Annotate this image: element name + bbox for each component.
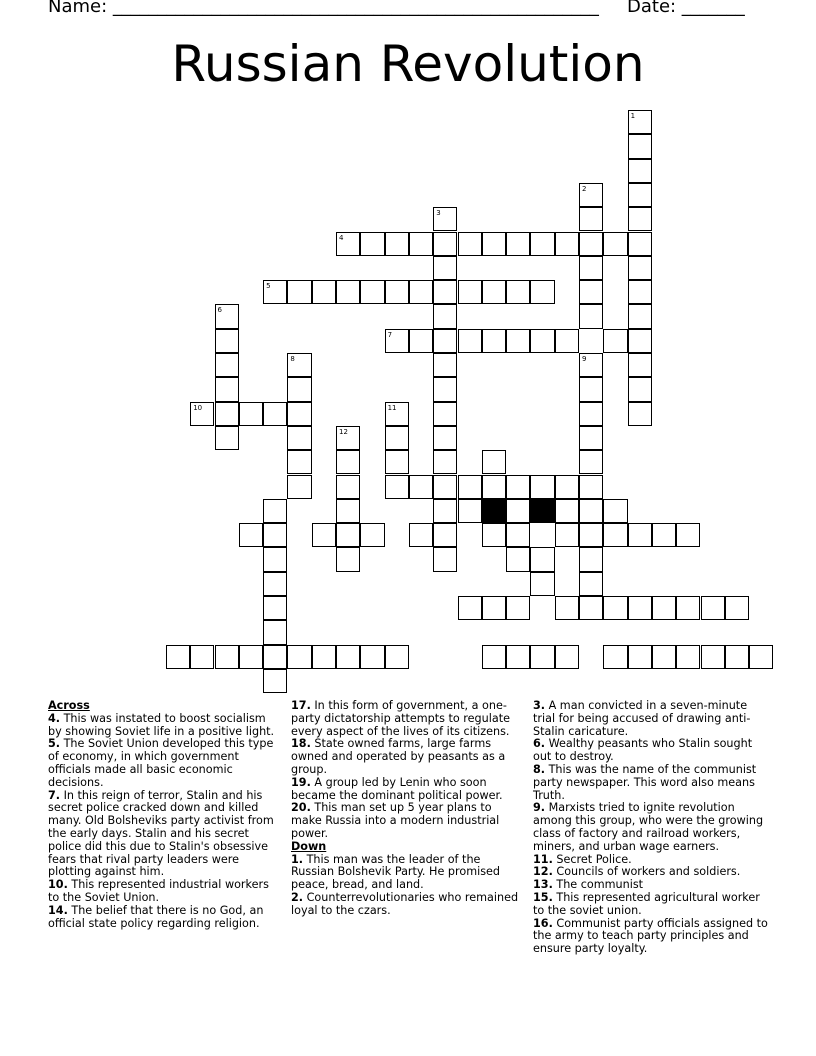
crossword-cell[interactable] [263, 547, 287, 571]
crossword-cell[interactable] [433, 280, 457, 304]
crossword-cell[interactable] [336, 523, 360, 547]
crossword-cell[interactable] [530, 572, 554, 596]
clue-down-8 [533, 764, 769, 802]
clue-across-5 [48, 738, 280, 789]
clue-text: In this form of government, a one-party dictatorship attempts to regulate every aspect of the lives of its citizens. [291, 699, 510, 738]
clue-number-label: 2 [582, 184, 587, 193]
clue-down-15 [533, 892, 769, 918]
crossword-cell[interactable] [579, 475, 603, 499]
crossword-cell[interactable] [215, 402, 239, 426]
clue-number-label: 3 [436, 209, 441, 218]
crossword-cell[interactable] [530, 645, 554, 669]
crossword-cell[interactable] [482, 329, 506, 353]
crossword-cell[interactable] [603, 523, 627, 547]
crossword-cell[interactable] [312, 523, 336, 547]
crossword-cell[interactable] [312, 280, 336, 304]
crossword-cell[interactable] [458, 499, 482, 523]
clue-number: 19. [291, 775, 311, 789]
crossword-cell[interactable] [409, 475, 433, 499]
crossword-cell[interactable] [287, 475, 311, 499]
clue-across-19 [291, 777, 523, 803]
crossword-cell[interactable] [628, 183, 652, 207]
across-heading: Across [48, 699, 90, 712]
crossword-cell[interactable] [579, 207, 603, 231]
clue-number: 1. [291, 852, 304, 866]
clue-number-label: 7 [387, 330, 393, 339]
crossword-cell[interactable] [628, 523, 652, 547]
clue-across-14 [48, 905, 280, 931]
crossword-cell[interactable] [385, 475, 409, 499]
crossword-cell[interactable] [482, 523, 506, 547]
crossword-cell[interactable] [506, 475, 530, 499]
clue-across-10 [48, 879, 280, 905]
crossword-cell[interactable] [409, 280, 433, 304]
clue-text: This represented agricultural worker to the soviet union. [533, 890, 760, 917]
crossword-cell[interactable] [676, 523, 700, 547]
crossword-cell[interactable] [409, 523, 433, 547]
crossword-cell[interactable] [676, 596, 700, 620]
crossword-cell[interactable] [506, 499, 530, 523]
clue-text: The Soviet Union developed this type of economy, in which government officials made all basic economic decisions. [48, 737, 274, 789]
crossword-cell[interactable] [701, 645, 725, 669]
crossword-cell[interactable] [652, 645, 676, 669]
clue-number-label: 6 [217, 306, 222, 315]
crossword-cell[interactable] [287, 353, 311, 377]
crossword-cell[interactable] [530, 547, 554, 571]
clue-across-20 [291, 802, 523, 840]
crossword-cell[interactable] [385, 232, 409, 256]
crossword-cell[interactable] [336, 645, 360, 669]
clue-number: 6. [533, 737, 546, 751]
crossword-cell[interactable] [385, 645, 409, 669]
crossword-cell[interactable] [433, 426, 457, 450]
clue-down-6 [533, 738, 769, 764]
crossword-cell[interactable] [676, 645, 700, 669]
crossword-cell[interactable] [579, 596, 603, 620]
crossword-cell[interactable] [433, 232, 457, 256]
clue-number-label: 5 [266, 282, 271, 291]
crossword-cell[interactable] [749, 645, 773, 669]
crossword-cell[interactable] [312, 645, 336, 669]
crossword-cell[interactable] [506, 645, 530, 669]
clue-text: The belief that there is no God, an official state policy regarding religion. [48, 903, 264, 930]
clue-number: 20. [291, 801, 311, 815]
crossword-cell[interactable] [166, 645, 190, 669]
clue-text: Councils of workers and soldiers. [552, 865, 741, 879]
crossword-cell[interactable] [579, 353, 603, 377]
crossword-cell[interactable] [628, 377, 652, 401]
crossword-cell[interactable] [215, 304, 239, 328]
crossword-cell[interactable] [506, 232, 530, 256]
crossword-cell[interactable] [482, 280, 506, 304]
crossword-cell[interactable] [506, 329, 530, 353]
crossword-cell[interactable] [628, 353, 652, 377]
crossword-cell[interactable] [603, 499, 627, 523]
crossword-cell[interactable] [263, 669, 287, 693]
clue-text: State owned farms, large farms owned and operated by peasants as a group. [291, 737, 506, 776]
crossword-cell[interactable] [603, 596, 627, 620]
clue-number-label: 1 [630, 112, 636, 120]
crossword-cell[interactable] [360, 645, 384, 669]
crossword-cell[interactable] [190, 402, 214, 426]
crossword-black-cell [530, 499, 554, 523]
crossword-cell[interactable] [579, 547, 603, 571]
crossword-black-cell [482, 499, 506, 523]
crossword-cell[interactable] [579, 183, 603, 207]
crossword-cell[interactable] [215, 426, 239, 450]
crossword-cell[interactable] [433, 475, 457, 499]
page-title: Russian Revolution [171, 35, 645, 93]
crossword-cell[interactable] [628, 304, 652, 328]
clue-number-label: 12 [339, 427, 348, 436]
name-field-label: Name: ______________________________________________________ [48, 0, 599, 17]
crossword-cell[interactable] [287, 377, 311, 401]
crossword-cell[interactable] [263, 280, 287, 304]
crossword-cell[interactable] [385, 426, 409, 450]
crossword-cell[interactable] [433, 353, 457, 377]
down-heading: Down [291, 839, 327, 853]
clue-across-4 [48, 713, 280, 739]
crossword-cell[interactable] [506, 280, 530, 304]
crossword-cell[interactable] [555, 523, 579, 547]
clue-number: 2. [291, 890, 304, 904]
crossword-cell[interactable] [628, 207, 652, 231]
clue-number: 12. [533, 865, 553, 879]
crossword-cell[interactable] [360, 523, 384, 547]
crossword-cell[interactable] [725, 645, 749, 669]
clue-down-16 [533, 918, 769, 956]
crossword-cell[interactable] [239, 523, 263, 547]
crossword-cell[interactable] [579, 523, 603, 547]
clues-column-3 [533, 700, 769, 956]
crossword-cell[interactable] [385, 329, 409, 353]
crossword-cell[interactable] [263, 645, 287, 669]
crossword-cell[interactable] [433, 256, 457, 280]
crossword-cell[interactable] [579, 256, 603, 280]
crossword-cell[interactable] [360, 280, 384, 304]
crossword-cell[interactable] [336, 232, 360, 256]
clue-down-3 [533, 700, 769, 738]
crossword-cell[interactable] [555, 475, 579, 499]
clue-down-9 [533, 802, 769, 853]
clue-number-label: 9 [582, 355, 587, 363]
clue-down-2 [291, 892, 523, 918]
clue-number-label: 10 [193, 403, 203, 412]
crossword-cell[interactable] [409, 232, 433, 256]
crossword-cell[interactable] [579, 377, 603, 401]
crossword-cell[interactable] [263, 499, 287, 523]
clue-text: The communist [552, 878, 644, 892]
crossword-cell[interactable] [190, 645, 214, 669]
clue-text: This was instated to boost socialism by showing Soviet life in a positive light. [48, 711, 275, 738]
crossword-cell[interactable] [263, 572, 287, 596]
crossword-cell[interactable] [628, 596, 652, 620]
crossword-cell[interactable] [215, 645, 239, 669]
crossword-cell[interactable] [701, 596, 725, 620]
crossword-cell[interactable] [287, 280, 311, 304]
clue-number: 18. [291, 737, 311, 751]
clue-across-18 [291, 738, 523, 776]
clue-text: Secret Police. [552, 852, 632, 866]
crossword-cell[interactable] [530, 329, 554, 353]
clue-number: 11. [533, 852, 553, 866]
crossword-cell[interactable] [215, 377, 239, 401]
crossword-cell[interactable] [385, 402, 409, 426]
crossword-cell[interactable] [336, 450, 360, 474]
crossword-cell[interactable] [263, 620, 287, 644]
clues-column-2 [291, 700, 523, 918]
clue-number: 10. [48, 878, 68, 892]
crossword-cell[interactable] [506, 596, 530, 620]
crossword-cell[interactable] [628, 645, 652, 669]
crossword-cell[interactable] [628, 280, 652, 304]
clue-down-1 [291, 854, 523, 892]
crossword-cell[interactable] [652, 523, 676, 547]
crossword-cell[interactable] [530, 232, 554, 256]
crossword-cell[interactable] [555, 596, 579, 620]
crossword-cell[interactable] [433, 329, 457, 353]
crossword-cell[interactable] [433, 499, 457, 523]
clue-number: 15. [533, 890, 553, 904]
crossword-cell[interactable] [628, 256, 652, 280]
crossword-cell[interactable] [603, 645, 627, 669]
crossword-cell[interactable] [287, 426, 311, 450]
crossword-cell[interactable] [555, 329, 579, 353]
crossword-cell[interactable] [433, 377, 457, 401]
clue-text: This represented industrial workers to the Soviet Union. [48, 878, 269, 904]
crossword-cell[interactable] [482, 475, 506, 499]
crossword-cell[interactable] [336, 280, 360, 304]
crossword-cell[interactable] [579, 499, 603, 523]
crossword-cell[interactable] [336, 426, 360, 450]
crossword-cell[interactable] [628, 110, 652, 134]
crossword-cell[interactable] [628, 159, 652, 183]
crossword-cell[interactable] [579, 426, 603, 450]
crossword-cell[interactable] [336, 475, 360, 499]
crossword-cell[interactable] [239, 645, 263, 669]
crossword-cell[interactable] [530, 280, 554, 304]
crossword-cell[interactable] [458, 329, 482, 353]
crossword-cell[interactable] [287, 402, 311, 426]
crossword-cell[interactable] [433, 547, 457, 571]
clue-number: 3. [533, 699, 546, 712]
crossword-cell[interactable] [215, 353, 239, 377]
clue-text: This was the name of the communist party newspaper. This word also means Truth. [533, 762, 757, 802]
crossword-cell[interactable] [628, 134, 652, 158]
crossword-cell[interactable] [239, 402, 263, 426]
crossword-cell[interactable] [409, 329, 433, 353]
clue-number: 8. [533, 762, 546, 776]
crossword-cell[interactable] [458, 280, 482, 304]
crossword-cell[interactable] [628, 402, 652, 426]
clue-text: Counterrevolutionaries who remained loyal to the czars. [291, 890, 519, 917]
crossword-cell[interactable] [458, 596, 482, 620]
clue-number: 17. [291, 699, 311, 712]
crossword-cell[interactable] [555, 645, 579, 669]
crossword-cell[interactable] [506, 523, 530, 547]
crossword-cell[interactable] [555, 232, 579, 256]
crossword-cell[interactable] [628, 329, 652, 353]
clue-text: This man set up 5 year plans to make Russia into a modern industrial power. [291, 801, 500, 840]
crossword-cell[interactable] [433, 207, 457, 231]
clue-text: A man convicted in a seven-minute trial for being accused of drawing anti-Stalin caricature. [533, 699, 751, 738]
crossword-cell[interactable] [458, 232, 482, 256]
clue-number-label: 4 [339, 233, 344, 242]
crossword-cell[interactable] [336, 499, 360, 523]
crossword-cell[interactable] [263, 596, 287, 620]
crossword-cell[interactable] [433, 450, 457, 474]
crossword-cell[interactable] [433, 402, 457, 426]
crossword-cell[interactable] [215, 329, 239, 353]
clue-text: Wealthy peasants who Stalin sought out to destroy. [533, 737, 753, 764]
crossword-cell[interactable] [458, 475, 482, 499]
crossword-cell[interactable] [482, 596, 506, 620]
clue-text: Marxists tried to ignite revolution among this group, who were the growing class of factory and railroad workers, miners, and urban wage earners. [533, 801, 764, 853]
clue-across-17 [291, 700, 523, 738]
crossword-cell[interactable] [530, 475, 554, 499]
clue-number: 16. [533, 916, 553, 930]
crossword-cell[interactable] [579, 572, 603, 596]
clues-column-1 [48, 700, 280, 930]
clue-number: 4. [48, 711, 61, 725]
crossword-cell[interactable] [287, 645, 311, 669]
clue-text: Communist party officials assigned to the army to teach party principles and ensure party loyalty. [533, 916, 768, 956]
clue-text: In this reign of terror, Stalin and his secret police cracked down and killed many. Old Bolsheviks party activist from the early days. Stalin and his secret police did this due to Stalin's obsessive fears that rival party leaders were plotting against him. [48, 788, 274, 879]
crossword-cell[interactable] [579, 304, 603, 328]
crossword-cell[interactable] [603, 329, 627, 353]
clue-text: A group led by Lenin who soon became the dominant political power. [291, 775, 503, 802]
clue-number: 5. [48, 737, 61, 751]
crossword-cell[interactable] [482, 645, 506, 669]
crossword-cell[interactable] [506, 547, 530, 571]
clue-number: 14. [48, 903, 68, 917]
crossword-cell[interactable] [433, 304, 457, 328]
clue-number-label: 11 [387, 403, 397, 412]
crossword-cell[interactable] [336, 547, 360, 571]
crossword-cell[interactable] [385, 280, 409, 304]
crossword-cell[interactable] [263, 523, 287, 547]
crossword-cell[interactable] [263, 402, 287, 426]
crossword-cell[interactable] [652, 596, 676, 620]
crossword-cell[interactable] [385, 450, 409, 474]
crossword-cell[interactable] [628, 232, 652, 256]
crossword-cell[interactable] [579, 280, 603, 304]
clue-across-7 [48, 790, 280, 880]
crossword-cell[interactable] [725, 596, 749, 620]
date-field-label: Date: _______ [627, 0, 745, 17]
crossword-cell[interactable] [433, 523, 457, 547]
crossword-cell[interactable] [360, 232, 384, 256]
clue-number: 7. [48, 788, 61, 802]
crossword-cell[interactable] [603, 232, 627, 256]
crossword-cell[interactable] [579, 232, 603, 256]
crossword-cell[interactable] [482, 450, 506, 474]
clue-text: This man was the leader of the Russian Bolshevik Party. He promised peace, bread, and land. [291, 852, 501, 892]
clue-number-label: 8 [290, 355, 295, 363]
crossword-cell[interactable] [579, 402, 603, 426]
crossword-cell[interactable] [482, 232, 506, 256]
crossword-cell[interactable] [287, 450, 311, 474]
clue-number: 13. [533, 878, 553, 892]
crossword-cell[interactable] [579, 450, 603, 474]
crossword-cell[interactable] [555, 499, 579, 523]
clue-number: 9. [533, 801, 546, 815]
